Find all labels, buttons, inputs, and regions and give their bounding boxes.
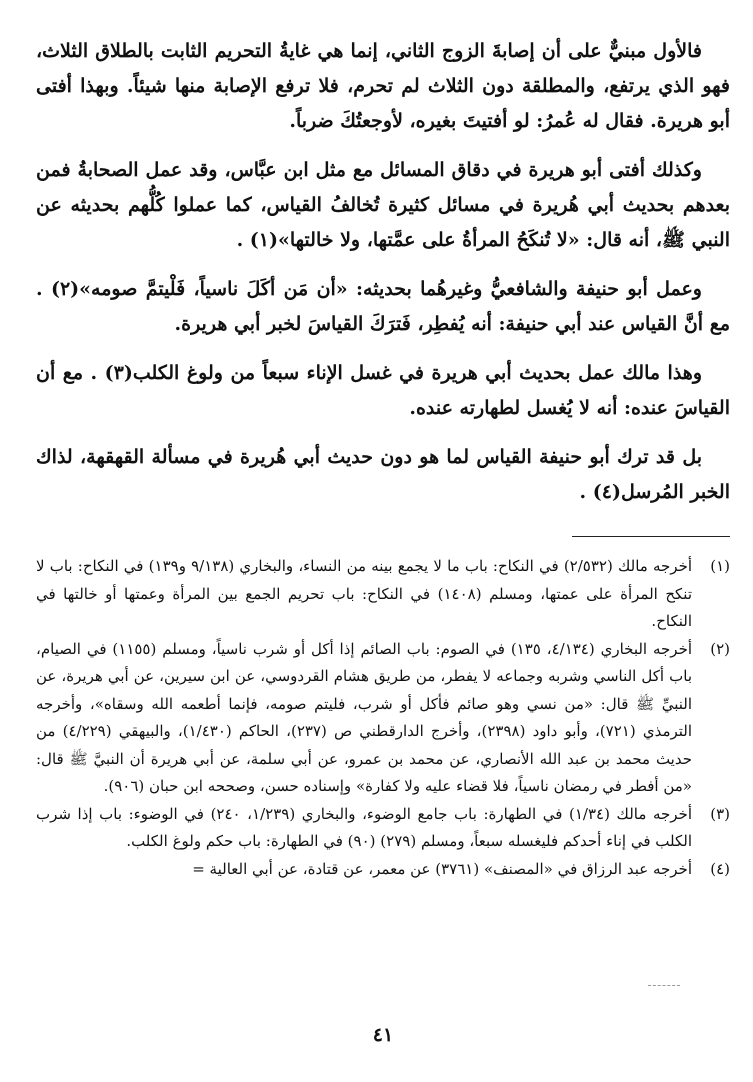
- footnote-number: (١): [710, 557, 730, 575]
- main-text: [36, 34, 730, 510]
- book-page: [36, 34, 730, 1054]
- footnote-text: أخرجه عبد الرزاق في «المصنف» (٣٧٦١) عن معمر، عن قتادة، عن أبي العالية =: [192, 859, 692, 878]
- paragraph-3: وعمل أبو حنيفة والشافعيُّ وغيرهُما بحديثه: «أن مَن أكَلَ ناسياً، فَلْيتمَّ صومه»(٢) . مع أنَّ القياس عند أبي حنيفة: أنه يُفطِر، فَترَكَ القياسَ لخبر أبي هريرة.: [36, 278, 730, 335]
- footnote-divider-wrap: [36, 524, 730, 553]
- footnote-number: (٢): [710, 639, 730, 658]
- page-number: ٤١: [372, 1024, 394, 1046]
- footnote-number: (٤): [710, 859, 730, 878]
- paragraph-1: فالأول مبنيٌّ على أن إصابةَ الزوج الثاني، إنما هي غايةُ التحريم الثابت بالطلاق الثلاث، فهو الذي يرتفع، والمطلقة دون الثلاث لم تحرم، فلا ترفع الإصابة منها شيئاً. وبهذا أفتى أبو هريرة. فقال له عُمرُ: لو أفتيتَ بغيره، لأوجعتُكَ ضرباً.: [36, 40, 730, 132]
- footnote-text: أخرجه مالك (١/٣٤) في الطهارة: باب جامع الوضوء، والبخاري (١/٢٣٩، ٢٤٠) في الوضوء: باب إذا شرب الكلب في إناء أحدكم فليغسله سبعاً، ومسلم (٢٧٩) (٩٠) في الطهارة: باب حكم ولوغ الكلب.: [36, 804, 692, 850]
- footnote-number: (٣): [710, 804, 730, 823]
- paragraph-5: بل قد ترك أبو حنيفة القياس لما هو دون حديث أبي هُريرة في مسألة القهقهة، لذاك الخبر المُرسل(٤) .: [36, 446, 730, 503]
- paragraph-4: وهذا مالك عمل بحديث أبي هريرة في غسل الإناء سبعاً من ولوغ الكلب(٣) . مع أن القياسَ عنده: أنه لا يُغسل لطهارته عنده.: [36, 362, 730, 419]
- footnote-3: [36, 801, 730, 856]
- footnote-text: أخرجه البخاري (٤/١٣٤، ١٣٥) في الصوم: باب الصائم إذا أكل أو شرب ناسياً، ومسلم (١١٥٥) في الصيام، باب أكل الناسي وشربه وجماعه لا يفطر، من طريق هشام القردوسي، عن ابن سيرين، عن أبي هريرة، عن النبيِّ ﷺ قال: «من نسي وهو صائم فأكل أو شرب، فليتم صومه، فإنما أطعمه الله وسقاه»، وأخرجه الترمذي (٧٢١)، وأبو داود (٢٣٩٨)، وأخرج الدارقطني ص (٢٣٧)، الحاكم (١/٤٣٠)، والبيهقي (٤/٢٢٩) من حديث محمد بن عبد الله الأنصاري، عن محمد بن عمرو، عن أبي سلمة، عن أبي هريرة أن النبيَّ ﷺ قال: «من أفطر في رمضان ناسياً، فلا قضاء عليه ولا كفارة» وإسناده حسن، وصححه ابن حبان (٩٠٦).: [36, 639, 693, 795]
- footnote-2: [36, 636, 730, 801]
- footnotes: [36, 553, 730, 883]
- scan-mark: [648, 985, 680, 986]
- paragraph-2: وكذلك أفتى أبو هريرة في دقاق المسائل مع مثل ابن عبَّاس، وقد عمل الصحابةُ فمن بعدهم بحديث أبي هُريرة في مسائل كثيرة تُخالفُ القياس، كما عملوا كُلُّهم بحديثه عن النبي ﷺ، أنه قال: «لا تُنكَحُ المرأةُ على عمَّتها، ولا خالتها»(١) .: [36, 159, 730, 251]
- footnote-divider: [572, 536, 730, 537]
- footnote-4: [36, 856, 730, 884]
- footnote-text: أخرجه مالك (٢/٥٣٢) في النكاح: باب ما لا يجمع بينه من النساء، والبخاري (٩/١٣٨ و١٣٩) في النكاح: باب لا تنكح المرأة على عمتها، ومسلم (١٤٠٨) في النكاح: باب تحريم الجمع بين المرأة وعمتها أو خالتها في النكاح.: [36, 557, 693, 630]
- footnote-1: [36, 553, 730, 636]
